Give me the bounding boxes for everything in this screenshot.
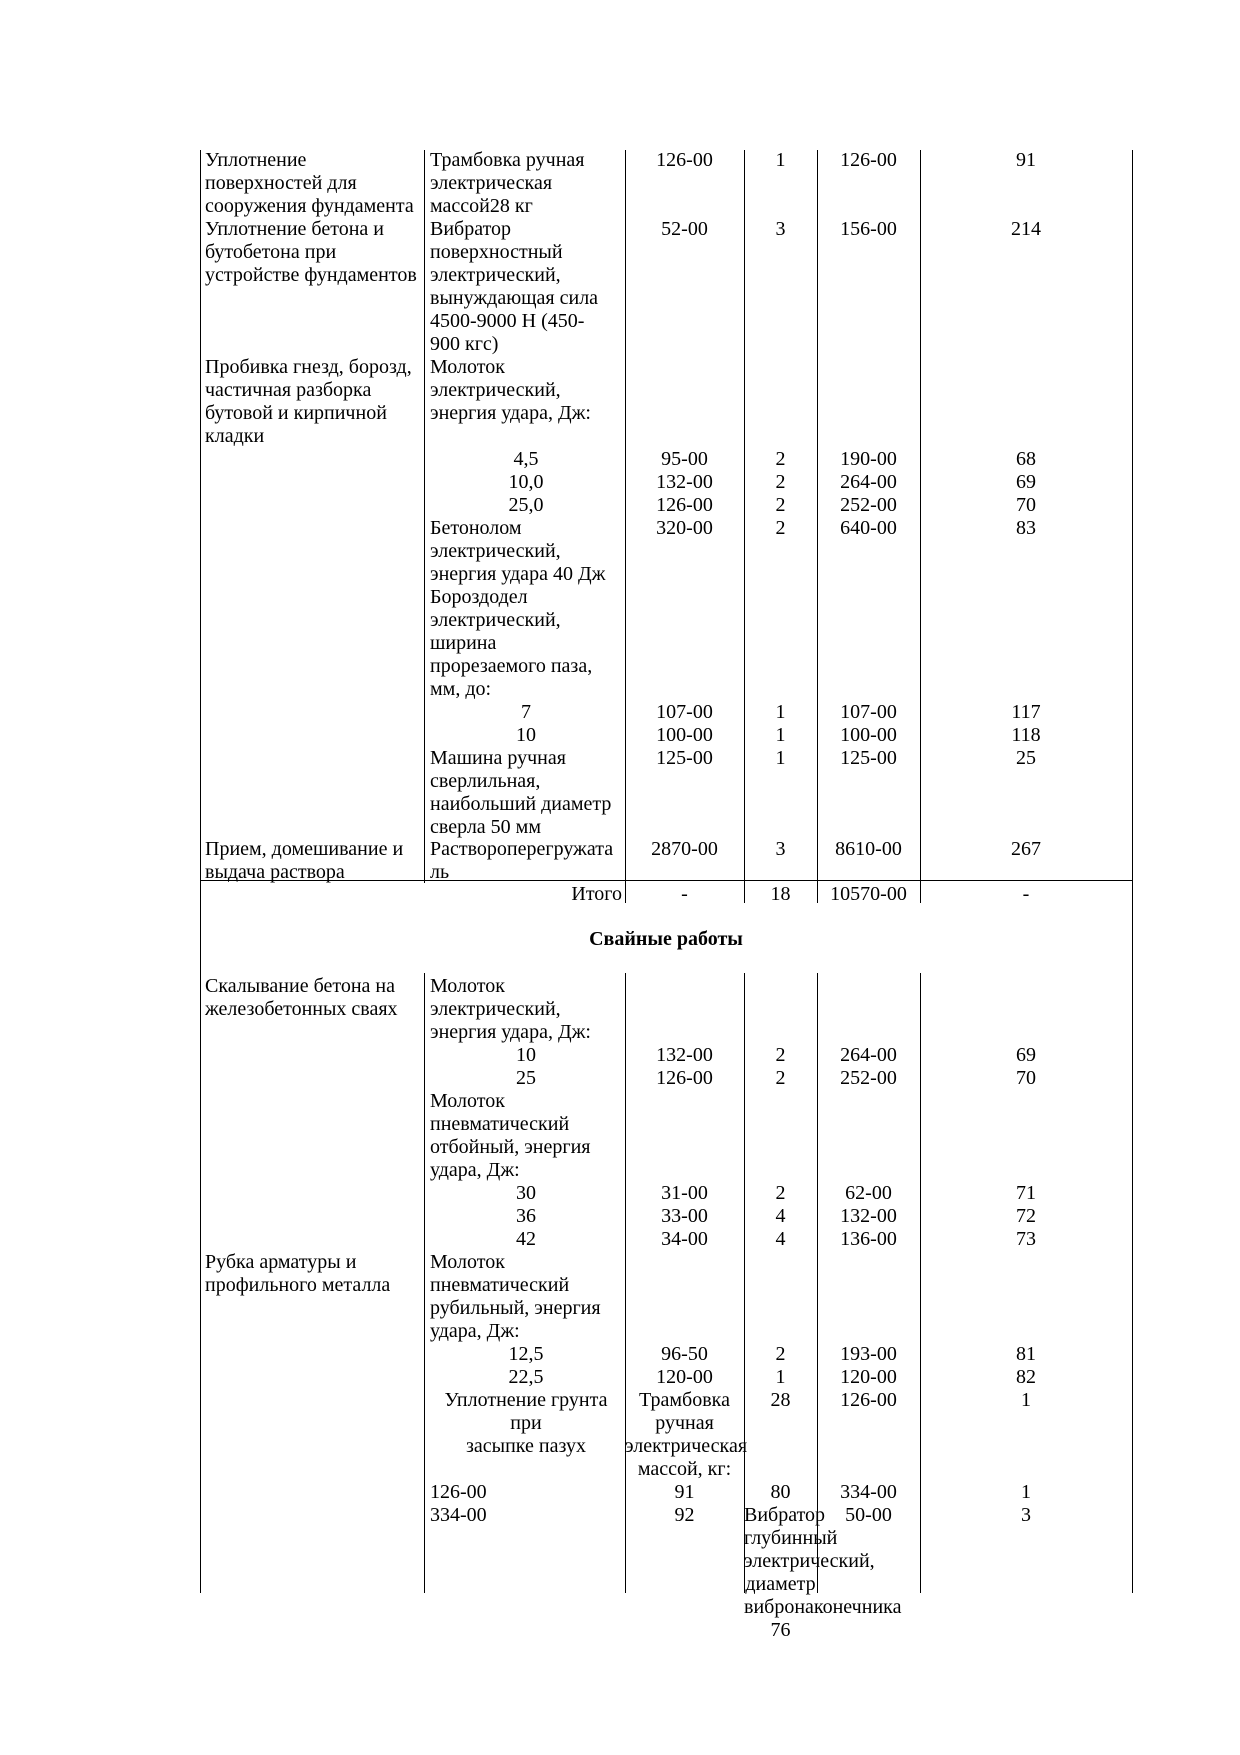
total-cell: 264-00: [840, 471, 897, 493]
total-price: -: [681, 883, 688, 905]
total-cell: 8610-00: [835, 838, 902, 860]
quantity-cell: 4: [775, 1228, 786, 1250]
machine-cell: Трамбовка ручная электрическая массой28 кг: [430, 149, 585, 217]
table-border: [424, 150, 425, 883]
price-cell: 126-00: [656, 149, 713, 171]
table-border: [200, 973, 201, 1593]
work-type-cell: Рубка арматуры и профильного металла: [205, 1251, 391, 1296]
total-label: Итого: [571, 883, 622, 905]
quantity-cell: 2: [775, 517, 786, 539]
machine-cell: Бороздодел электрический, ширина прорезаемого паза, мм, до:: [430, 586, 593, 700]
quantity-cell: 28: [770, 1389, 791, 1411]
quantity-cell: Вибратор глубинный электрический, диаметр вибронаконечника 76: [744, 1504, 902, 1641]
machine-cell: Молоток пневматический отбойный, энергия удара, Дж:: [430, 1090, 591, 1181]
work-type-cell: Скалывание бетона на железобетонных сваях: [205, 975, 398, 1020]
price-cell: 320-00: [656, 517, 713, 539]
quantity-cell: 2: [775, 471, 786, 493]
machine-subvalue: Уплотнение грунта при засыпке пазух: [444, 1389, 608, 1457]
total-cell: 107-00: [840, 701, 897, 723]
quantity-cell: 1: [775, 724, 786, 746]
total-cell: 334-00: [840, 1481, 897, 1503]
price-cell: 120-00: [656, 1366, 713, 1388]
quantity-cell: 1: [775, 701, 786, 723]
price-cell: 92: [674, 1504, 695, 1526]
ref-cell: 3: [1021, 1504, 1031, 1526]
total-quantity: 18: [770, 883, 791, 905]
price-cell: 126-00: [656, 1067, 713, 1089]
total-cell: 252-00: [840, 1067, 897, 1089]
total-cell: 252-00: [840, 494, 897, 516]
table-border: [200, 150, 201, 883]
price-cell: 34-00: [661, 1228, 708, 1250]
total-cell: 156-00: [840, 218, 897, 240]
ref-cell: 69: [1016, 471, 1036, 493]
machine-subvalue: 42: [516, 1228, 536, 1250]
ref-cell: 267: [1011, 838, 1041, 860]
total-cell: 132-00: [840, 1205, 897, 1227]
total-cell: 125-00: [840, 747, 897, 769]
total-cell: 126-00: [840, 1389, 897, 1411]
price-cell: 96-50: [661, 1343, 708, 1365]
ref-cell: 118: [1011, 724, 1041, 746]
machine-subvalue: 10,0: [508, 471, 544, 493]
ref-cell: 70: [1016, 494, 1036, 516]
total-cell: 136-00: [840, 1228, 897, 1250]
quantity-cell: 3: [775, 838, 786, 860]
total-cell: 193-00: [840, 1343, 897, 1365]
ref-cell: 25: [1016, 747, 1036, 769]
ref-cell: 81: [1016, 1343, 1036, 1365]
machine-subvalue: 4,5: [513, 448, 539, 470]
work-type-cell: Прием, домешивание и выдача раствора: [205, 838, 404, 883]
ref-cell: 82: [1016, 1366, 1036, 1388]
machine-subvalue: 22,5: [508, 1366, 544, 1388]
price-cell: 126-00: [656, 494, 713, 516]
quantity-cell: 2: [775, 1343, 786, 1365]
section-title: Свайные работы: [589, 928, 743, 950]
work-type-cell: Уплотнение бетона и бутобетона при устройстве фундаментов: [205, 218, 417, 286]
machine-subvalue: 10: [516, 1044, 536, 1066]
quantity-cell: 2: [775, 448, 786, 470]
total-ref: -: [1022, 883, 1030, 905]
machine-cell: Молоток электрический, энергия удара, Дж:: [430, 356, 591, 424]
machine-cell: Машина ручная сверлильная, наибольший диаметр сверла 50 мм: [430, 747, 612, 838]
total-cell: 190-00: [840, 448, 897, 470]
machine-subvalue: 10: [516, 724, 536, 746]
quantity-cell: 4: [775, 1205, 786, 1227]
price-cell: 33-00: [661, 1205, 708, 1227]
total-cell: 62-00: [845, 1182, 892, 1204]
table-border: [1132, 150, 1133, 903]
total-cell: 640-00: [840, 517, 897, 539]
ref-cell: 68: [1016, 448, 1036, 470]
machine-cell: 334-00: [430, 1504, 487, 1526]
ref-cell: 214: [1011, 218, 1041, 240]
total-cell: 126-00: [840, 149, 897, 171]
price-cell: 132-00: [656, 1044, 713, 1066]
price-cell: 95-00: [661, 448, 708, 470]
price-cell: 107-00: [656, 701, 713, 723]
ref-cell: 91: [1016, 149, 1036, 171]
machine-subvalue: 25,0: [508, 494, 544, 516]
price-cell: 91: [674, 1481, 695, 1503]
machine-cell: Молоток пневматический рубильный, энергия удара, Дж:: [430, 1251, 601, 1342]
ref-cell: 1: [1021, 1389, 1031, 1411]
table-border: [1132, 973, 1133, 1593]
ref-cell: 70: [1016, 1067, 1036, 1089]
total-cell: 264-00: [840, 1044, 897, 1066]
total-cell: 100-00: [840, 724, 897, 746]
machine-cell: Молоток электрический, энергия удара, Дж:: [430, 975, 591, 1043]
price-cell: 132-00: [656, 471, 713, 493]
machine-subvalue: 25: [516, 1067, 536, 1089]
machine-cell: 126-00: [430, 1481, 487, 1503]
quantity-cell: 2: [775, 1044, 786, 1066]
machine-subvalue: 7: [521, 701, 531, 723]
table-border: [424, 973, 425, 1593]
quantity-cell: 3: [775, 218, 786, 240]
quantity-cell: 1: [775, 747, 786, 769]
price-cell: 31-00: [661, 1182, 708, 1204]
machine-subvalue: 12,5: [508, 1343, 544, 1365]
machine-subvalue: 30: [516, 1182, 536, 1204]
price-cell: 125-00: [656, 747, 713, 769]
total-sum: 10570-00: [830, 883, 907, 905]
ref-cell: 73: [1016, 1228, 1036, 1250]
work-type-cell: Уплотнение поверхностей для сооружения фундамента: [205, 149, 414, 217]
quantity-cell: 80: [770, 1481, 791, 1503]
ref-cell: 1: [1021, 1481, 1031, 1503]
price-cell: 100-00: [656, 724, 713, 746]
quantity-cell: 1: [775, 1366, 786, 1388]
quantity-cell: 1: [775, 149, 786, 171]
ref-cell: 117: [1011, 701, 1041, 723]
table-border: [200, 883, 201, 903]
ref-cell: 71: [1016, 1182, 1036, 1204]
machine-cell: Растворoперегружата ль: [430, 838, 614, 883]
ref-cell: 69: [1016, 1044, 1036, 1066]
quantity-cell: 2: [775, 494, 786, 516]
ref-cell: 72: [1016, 1205, 1036, 1227]
price-cell: Трамбовка ручная электрическая массой, кг:: [625, 1389, 748, 1480]
price-cell: 2870-00: [651, 838, 718, 860]
price-cell: 52-00: [661, 218, 708, 240]
total-cell: 120-00: [840, 1366, 897, 1388]
quantity-cell: 2: [775, 1067, 786, 1089]
work-type-cell: Пробивка гнезд, борозд, частичная разборка бутовой и кирпичной кладки: [205, 356, 412, 447]
ref-cell: 83: [1016, 517, 1036, 539]
total-cell: 50-00: [845, 1504, 892, 1526]
quantity-cell: 2: [775, 1182, 786, 1204]
machine-subvalue: 36: [516, 1205, 536, 1227]
machine-cell: Вибратор поверхностный электрический, вынуждающая сила 4500-9000 Н (450- 900 кгс): [430, 218, 599, 355]
machine-cell: Бетонолом электрический, энергия удара 40 Дж: [430, 517, 606, 585]
table-border: [1132, 903, 1133, 973]
